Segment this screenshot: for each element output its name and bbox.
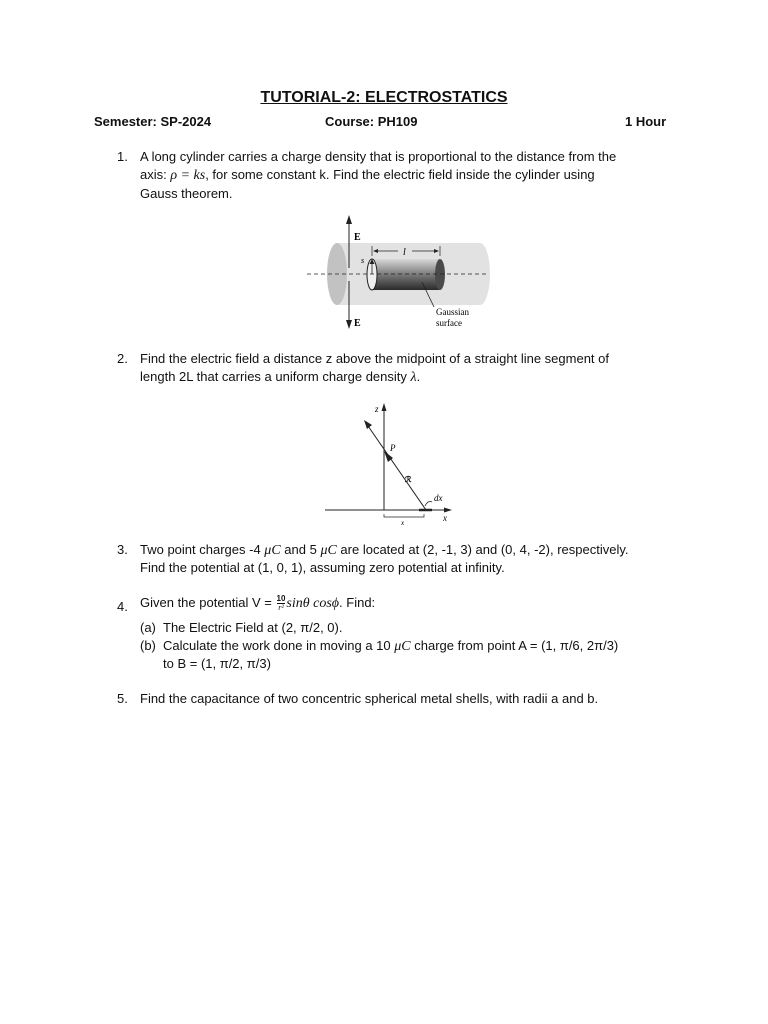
dx-label: dx	[434, 493, 443, 503]
gaussian-cylinder-figure	[300, 210, 500, 335]
question-4-line-1: Given the potential V = $\frac{10}{\text{r²}}$ sinθ cosϕ. Find:	[140, 594, 376, 613]
page-title: TUTORIAL-2: ELECTROSTATICS	[260, 89, 508, 106]
duration-label: 1 Hour	[625, 114, 667, 129]
e-field-bottom-label: E	[354, 318, 361, 329]
question-4a-text: The Electric Field at (2, π/2, 0).	[163, 620, 343, 635]
question-1-line-1: A long cylinder carries a charge density that is proportional to the distance from the	[140, 149, 617, 164]
e-field-top-label: E	[354, 232, 361, 243]
x-distance-brace	[384, 514, 424, 517]
question-3-line-2: Find the potential at (1, 0, 1), assuming zero potential at infinity.	[140, 560, 505, 575]
question-4b-label: (b)	[140, 638, 156, 653]
potential-fraction: $\frac{10}{\text{r²}}$	[276, 594, 286, 613]
question-4b-line-2: to B = (1, π/2, π/3)	[163, 656, 271, 671]
separation-label: ℛ	[405, 475, 412, 484]
question-2-line-2: length 2L that carries a uniform charge density λ.	[140, 369, 421, 385]
semester-label: Semester: SP-2024	[94, 114, 212, 129]
point-p-label: P	[390, 443, 396, 453]
question-5-line-1: Find the capacitance of two concentric spherical metal shells, with radii a and b.	[140, 691, 599, 706]
question-3-number: 3.	[117, 542, 128, 557]
x-distance-label: x	[401, 519, 405, 526]
question-3-line-1: Two point charges -4 μC and 5 μC are located at (2, -1, 3) and (0, 4, -2), respectively.	[140, 542, 629, 558]
question-5-number: 5.	[117, 691, 128, 706]
radius-label: s	[361, 256, 365, 265]
dx-pointer	[425, 502, 432, 507]
question-4b-line-1: Calculate the work done in moving a 10 μC charge from point A = (1, π/6, 2π/3)	[163, 638, 619, 654]
question-2-number: 2.	[117, 351, 128, 366]
line-segment-figure	[320, 396, 460, 526]
question-1-line-3: Gauss theorem.	[140, 186, 233, 201]
length-label: l	[403, 247, 406, 258]
question-1-number: 1.	[117, 149, 128, 164]
gaussian-surface-right-end	[435, 259, 445, 290]
x-axis-label: x	[443, 513, 447, 523]
question-4a-label: (a)	[140, 620, 156, 635]
gaussian-surface-body	[372, 259, 440, 290]
z-axis-label: z	[375, 404, 379, 414]
question-1-line-2: axis: ρ = ks, for some constant k. Find the electric field inside the cylinder using	[140, 167, 595, 183]
gaussian-surface-label-2: surface	[436, 318, 462, 328]
gaussian-surface-label-1: Gaussian	[436, 307, 469, 317]
lambda-symbol: λ	[410, 370, 417, 385]
course-label: Course: PH109	[325, 114, 418, 129]
separation-vector	[366, 423, 426, 510]
charge-density-formula: ρ = ks	[170, 168, 206, 183]
question-4-number: 4.	[117, 599, 128, 614]
question-2-line-1: Find the electric field a distance z above the midpoint of a straight line segment of	[140, 351, 609, 366]
